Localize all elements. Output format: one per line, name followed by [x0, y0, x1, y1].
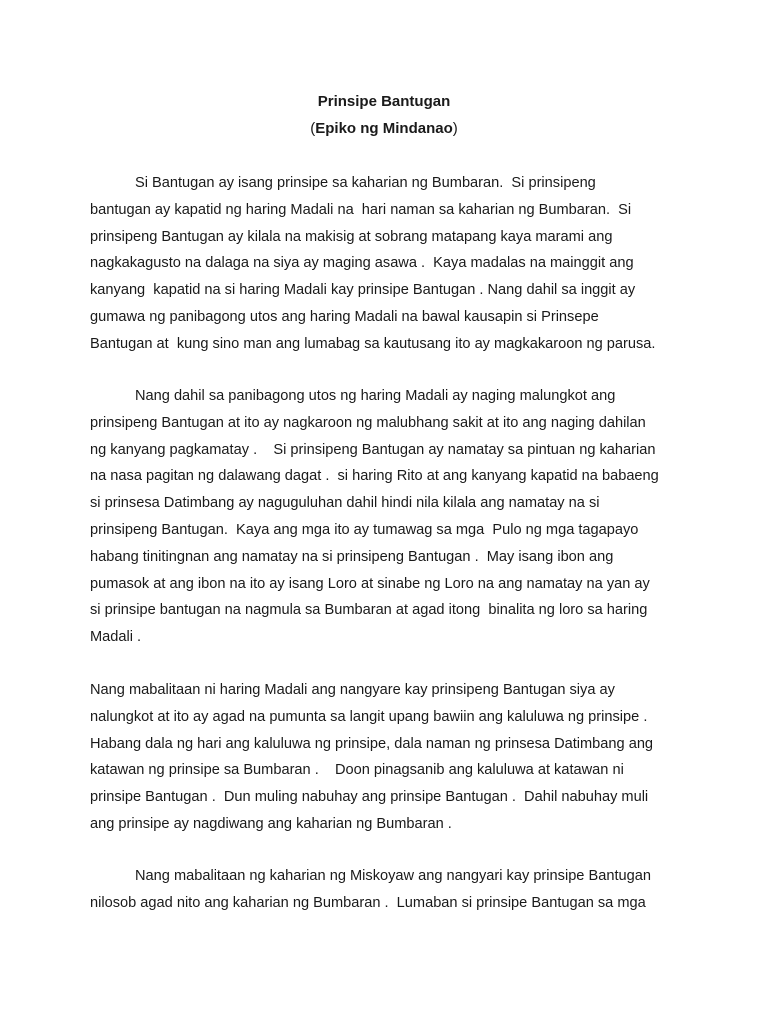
paragraph-line: na nasa pagitan ng dalawang dagat . si haring Rito at ang kanyang kapatid na babaeng [90, 468, 659, 485]
paragraph-line: Habang dala ng hari ang kaluluwa ng prinsipe, dala naman ng prinsesa Datimbang ang [90, 735, 654, 752]
paragraph-line: si prinsesa Datimbang ay naguguluhan dahil hindi nila kilala ang namatay na si [90, 495, 600, 512]
paragraph-line: prinsipeng Bantugan. Kaya ang mga ito ay tumawag sa mga Pulo ng mga tagapayo [90, 521, 639, 538]
paragraph-line: Si Bantugan ay isang prinsipe sa kaharian ng Bumbaran. Si prinsipeng [135, 175, 596, 191]
paragraph-2 [90, 383, 659, 651]
paragraph-line: Madali . [90, 629, 142, 646]
subtitle-open-paren: ( [310, 120, 316, 137]
paragraph-line: kanyang kapatid na si haring Madali kay prinsipe Bantugan . Nang dahil sa inggit ay [90, 282, 636, 299]
paragraph-line: Nang dahil sa panibagong utos ng haring Madali ay naging malungkot ang [135, 388, 616, 404]
paragraph-line: ang prinsipe ay nagdiwang ang kaharian ng Bumbaran . [90, 815, 452, 832]
paragraph-line: Bantugan at kung sino man ang lumabag sa kautusang ito ay magkakaroon ng parusa. [90, 335, 656, 352]
paragraph-line: prinsipeng Bantugan at ito ay nagkaroon ng malubhang sakit at ito ang naging dahilan [90, 414, 646, 431]
paragraph-line: gumawa ng panibagong utos ang haring Madali na bawal kausapin si Prinsepe [90, 308, 599, 325]
paragraph-line: Nang mabalitaan ni haring Madali ang nangyare kay prinsipeng Bantugan siya ay [90, 682, 615, 698]
paragraph-line: katawan ng prinsipe sa Bumbaran . Doon pinagsanib ang kaluluwa at katawan ni [90, 762, 624, 779]
subtitle-close-paren: ) [452, 120, 458, 137]
paragraph-line: prinsipe Bantugan . Dun muling nabuhay ang prinsipe Bantugan . Dahil nabuhay muli [90, 789, 649, 806]
subtitle-text: Epiko ng Mindanao [315, 120, 453, 137]
paragraph-line: si prinsipe bantugan na nagmula sa Bumbaran at agad itong binalita ng loro sa haring [90, 602, 648, 619]
paragraph-line: nilosob agad nito ang kaharian ng Bumbaran . Lumaban si prinsipe Bantugan sa mga [90, 894, 646, 911]
paragraph-1 [90, 170, 655, 358]
paragraph-4 [90, 863, 651, 917]
paragraph-line: ng kanyang pagkamatay . Si prinsipeng Bantugan ay namatay sa pintuan ng kaharian [90, 441, 656, 458]
paragraph-line: prinsipeng Bantugan ay kilala na makisig at sobrang matapang kaya marami ang [90, 228, 613, 245]
paragraph-line: bantugan ay kapatid ng haring Madali na hari naman sa kaharian ng Bumbaran. Si [90, 201, 632, 218]
paragraph-line: nalungkot at ito ay agad na pumunta sa langit upang bawiin ang kaluluwa ng prinsipe . [90, 708, 648, 725]
paragraph-3 [90, 677, 653, 838]
document-subtitle [0, 119, 768, 139]
paragraph-line: Nang mabalitaan ng kaharian ng Miskoyaw ang nangyari kay prinsipe Bantugan [135, 868, 651, 884]
paragraph-line: nagkakagusto na dalaga na siya ay maging asawa . Kaya madalas na mainggit ang [90, 255, 634, 272]
document-title: Prinsipe Bantugan [317, 93, 451, 110]
paragraph-line: habang tinitingnan ang namatay na si prinsipeng Bantugan . May isang ibon ang [90, 548, 614, 565]
paragraph-line: pumasok at ang ibon na ito ay isang Loro at sinabe ng Loro na ang namatay na yan ay [90, 575, 650, 592]
